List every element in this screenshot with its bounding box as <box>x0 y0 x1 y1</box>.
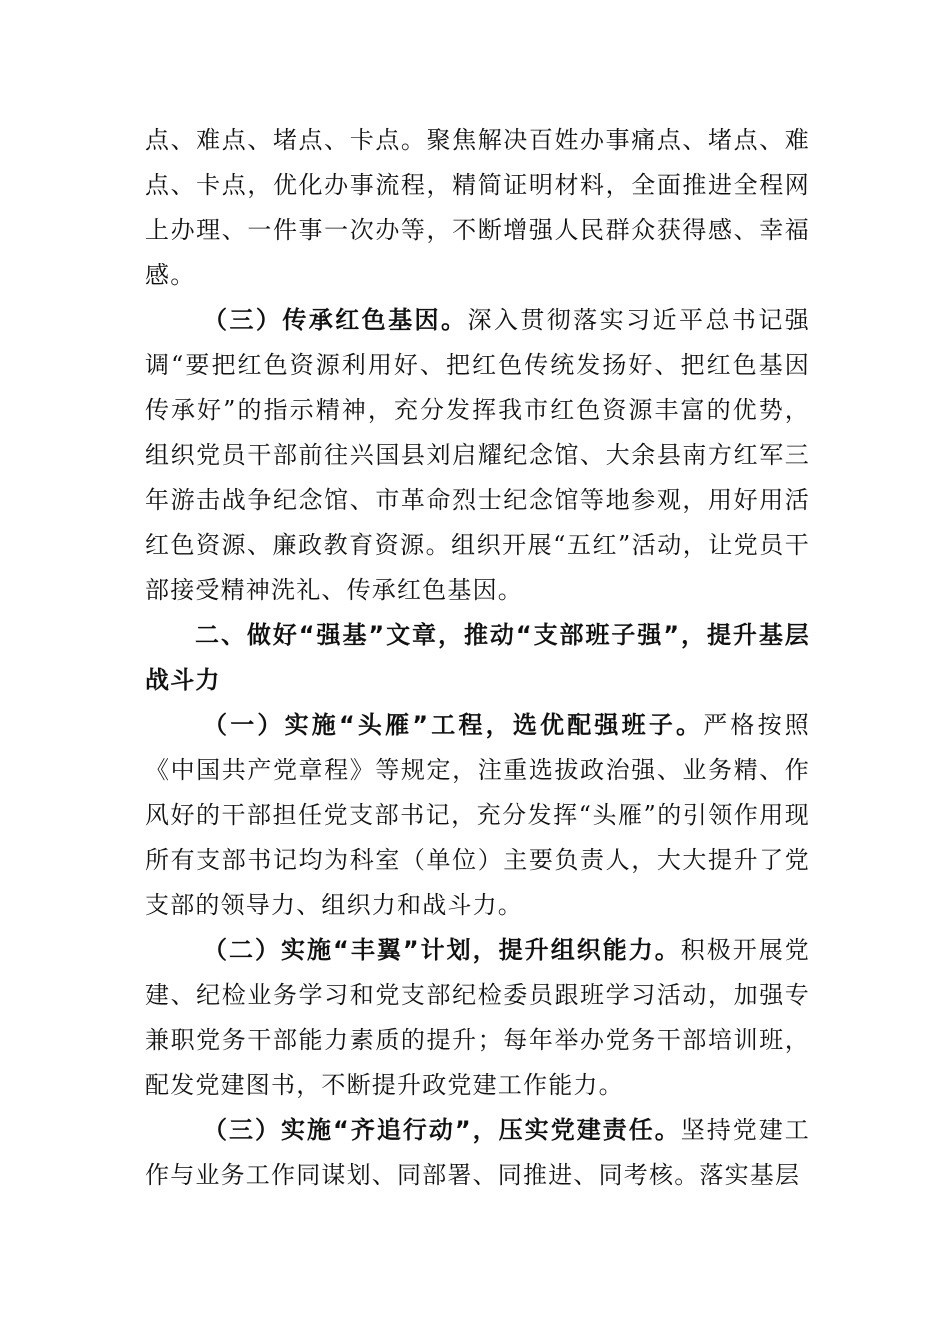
paragraph-lead: （三）传承红色基因。 <box>203 306 468 334</box>
section-heading: 二、做好“强基”文章，推动“支部班子强”，提升基层战斗力 <box>145 621 810 694</box>
paragraph-body: 点、难点、堵点、卡点。聚焦解决百姓办事痛点、堵点、难点、卡点，优化办事流程，精简证明材料，全面推进全程网上办理、一件事一次办等，不断增强人民群众获得感、幸福感。 <box>145 126 810 289</box>
paragraph-body: 深入贯彻落实习近平总书记强调“要把红色资源利用好、把红色传统发扬好、把红色基因传承好”的指示精神，充分发挥我市红色资源丰富的优势，组织党员干部前往兴国县刘启耀纪念馆、大余县南方红军三年游击战争纪念馆、市革命烈士纪念馆等地参观，用好用活红色资源、廉政教育资源。组织开展“五红”活动，让党员干部接受精神洗礼、传承红色基因。 <box>145 306 810 604</box>
paragraph-qi-zhui <box>145 1108 810 1198</box>
paragraph-continuation <box>145 118 810 298</box>
document-body <box>145 118 810 1198</box>
paragraph-lead: （一）实施“头雁”工程，选优配强班子。 <box>203 711 704 739</box>
paragraph-body: 严格按照《中国共产党章程》等规定，注重选拔政治强、业务精、作风好的干部担任党支部书记，充分发挥“头雁”的引领作用现所有支部书记均为科室（单位）主要负责人，大大提升了党支部的领导力、组织力和战斗力。 <box>145 711 810 919</box>
paragraph-lead: （三）实施“齐追行动”，压实党建责任。 <box>203 1116 681 1144</box>
paragraph-body: 坚持党建工作与业务工作同谋划、同部署、同推进、同考核。落实基层 <box>145 1116 810 1189</box>
paragraph-body: 积极开展党建、纪检业务学习和党支部纪检委员跟班学习活动，加强专兼职党务干部能力素质的提升；每年举办党务干部培训班，配发党建图书，不断提升政党建工作能力。 <box>145 936 810 1099</box>
paragraph-red-gene <box>145 298 810 613</box>
paragraph-head-goose <box>145 703 810 928</box>
paragraph-feng-yi <box>145 928 810 1108</box>
paragraph-lead: （二）实施“丰翼”计划，提升组织能力。 <box>203 936 681 964</box>
